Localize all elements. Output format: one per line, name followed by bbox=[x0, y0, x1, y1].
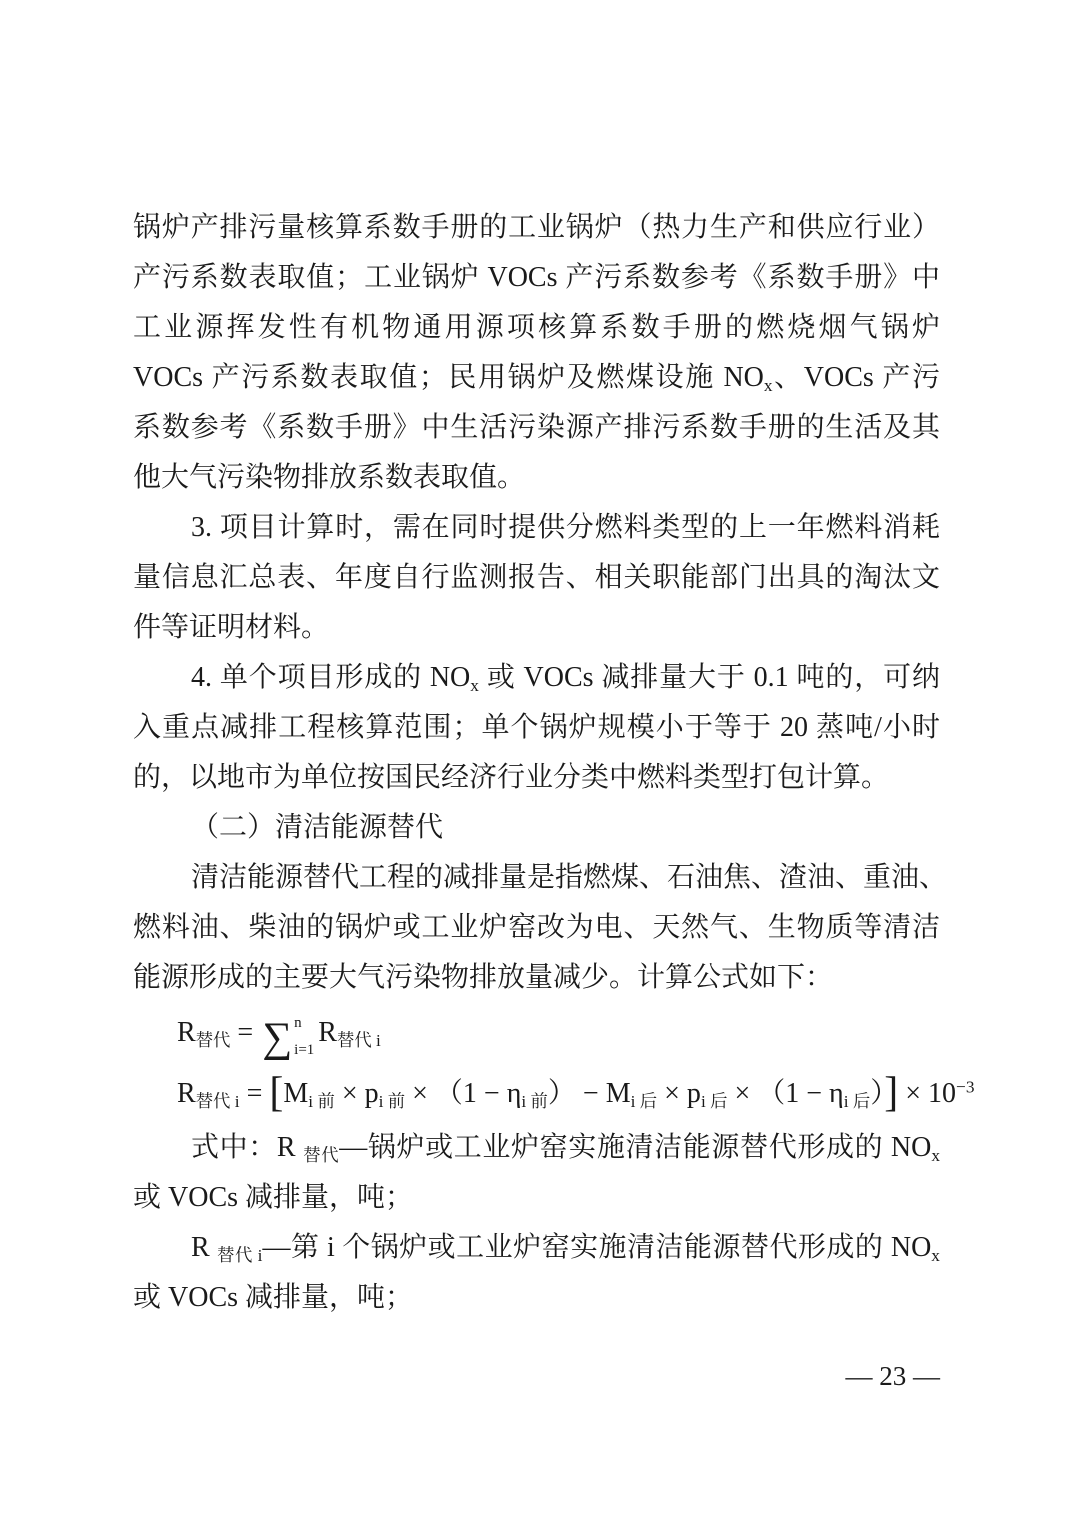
page-footer bbox=[133, 1356, 940, 1396]
text-line: 件等证明材料。 bbox=[133, 612, 330, 643]
sum-limits bbox=[294, 1015, 314, 1061]
section-heading-clean-energy-substitution: （二）清洁能源替代 bbox=[191, 812, 444, 843]
sigma-glyph: ∑ bbox=[262, 1015, 293, 1061]
text-line: 产污系数表取值；工业锅炉 VOCs 产污系数参考《系数手册》中 bbox=[133, 262, 940, 293]
text-line: 3. 项目计算时，需在同时提供分燃料类型的上一年燃料消耗 bbox=[191, 512, 940, 543]
text-line: 系数参考《系数手册》中生活污染源产排污系数手册的生活及其 bbox=[133, 412, 940, 443]
text-line: R $_{替代 i}$—第 i 个锅炉或工业炉窑实施清洁能源替代形成的 $NO_x$ bbox=[191, 1232, 940, 1265]
summation-symbol bbox=[262, 1015, 314, 1061]
text-line: 或 VOCs 减排量，吨； bbox=[133, 1182, 414, 1213]
page-number: — 23 — bbox=[845, 1361, 940, 1391]
text-line: 4. 单个项目形成的 $NO_x$ 或 VOCs 减排量大于 0.1 吨的，可纳 bbox=[191, 662, 940, 695]
text-line: 的，以地市为单位按国民经济行业分类中燃料类型打包计算。 bbox=[133, 762, 890, 793]
text-line: 量信息汇总表、年度自行监测报告、相关职能部门出具的淘汰文 bbox=[133, 562, 940, 593]
text-line: 能源形成的主要大气污染物排放量减少。计算公式如下： bbox=[133, 962, 834, 993]
formula-lhs: $R_{替代}$ = bbox=[177, 1017, 261, 1050]
formula-total-reduction bbox=[133, 1003, 940, 1063]
sum-upper-limit: n bbox=[294, 1015, 302, 1031]
text-line: 燃料油、柴油的锅炉或工业炉窑改为电、天然气、生物质等清洁 bbox=[133, 912, 940, 943]
formula-item-reduction: $R_{替代 i} = [M_{i 前} \times p_{i 前} \times (1 - \eta_{i 前}) - M_{i 后} \times p_{i 后} \times (1 - \eta_{i 后})] \times 10^{-3}$ bbox=[177, 1070, 975, 1116]
text-line: 工业源挥发性有机物通用源项核算系数手册的燃烧烟气锅炉 bbox=[133, 312, 940, 343]
text-line: 清洁能源替代工程的减排量是指燃煤、石油焦、渣油、重油、 bbox=[191, 862, 948, 893]
formula-rhs: $R_{替代 i}$ bbox=[318, 1017, 381, 1050]
text-line: 他大气污染物排放系数表取值。 bbox=[133, 462, 526, 493]
text-line: 锅炉产排污量核算系数手册的工业锅炉（热力生产和供应行业） bbox=[133, 212, 940, 243]
text-line: 入重点减排工程核算范围；单个锅炉规模小于等于 20 蒸吨/小时 bbox=[133, 712, 940, 743]
sum-lower-limit: i=1 bbox=[294, 1042, 315, 1058]
text-line: 式中：R $_{替代}$—锅炉或工业炉窑实施清洁能源替代形成的 $NO_x$ bbox=[191, 1132, 940, 1165]
text-line: 或 VOCs 减排量，吨； bbox=[133, 1282, 414, 1313]
text-line: VOCs 产污系数表取值；民用锅炉及燃煤设施 $NO_x$、VOCs 产污 bbox=[133, 362, 940, 395]
